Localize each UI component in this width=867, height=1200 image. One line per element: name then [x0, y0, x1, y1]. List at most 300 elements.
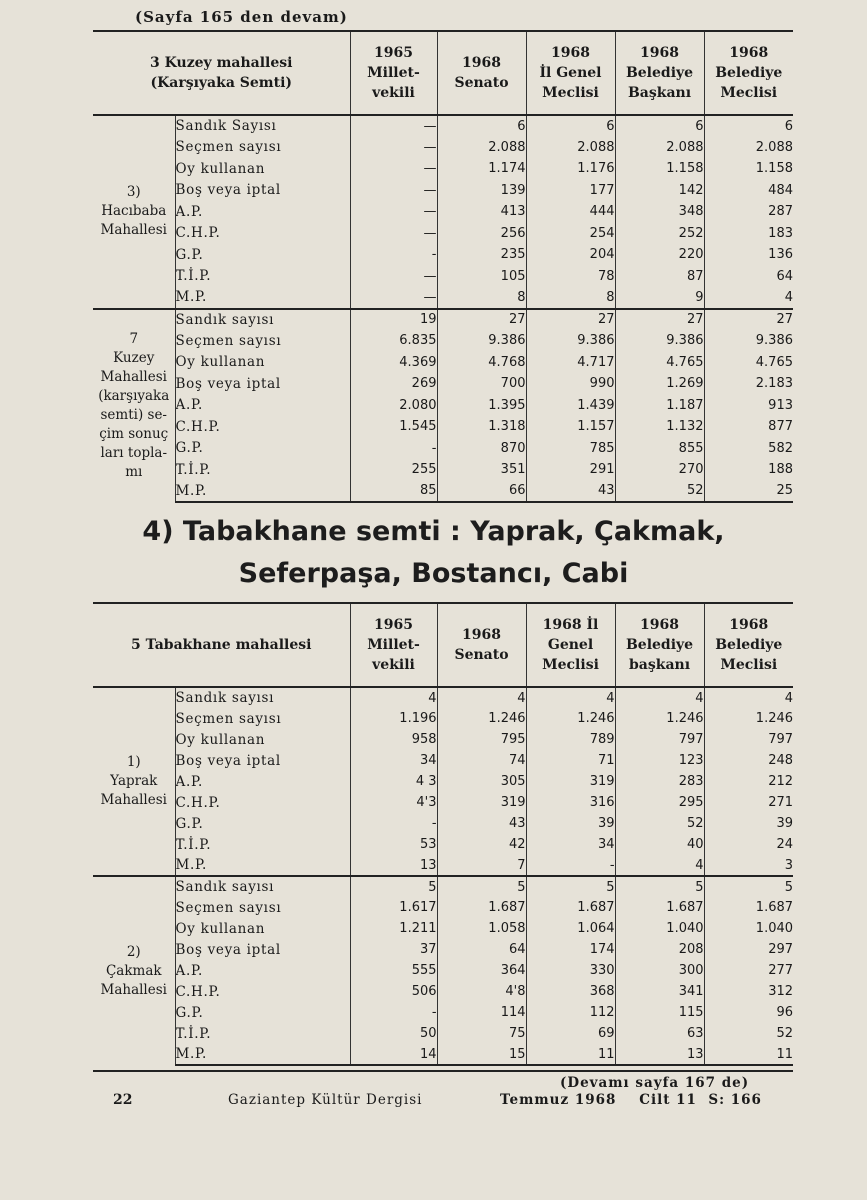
- value-cell: 177: [526, 180, 615, 202]
- value-cell: 19: [350, 309, 437, 331]
- value-cell: 5: [526, 876, 615, 897]
- value-cell: 63: [615, 1023, 704, 1044]
- value-cell: 413: [437, 201, 526, 223]
- value-cell: 3: [784, 857, 794, 873]
- election-table-kuzey: [93, 30, 793, 503]
- table-row: [93, 687, 793, 708]
- value-cell: 4'3: [350, 792, 437, 813]
- table-row: [93, 266, 793, 288]
- row-label: M.P.: [175, 481, 350, 503]
- value-cell: 795: [437, 729, 526, 750]
- value-cell: 13: [615, 1044, 704, 1065]
- column-header-line: Millet-: [367, 637, 420, 653]
- location-line: 2): [126, 943, 141, 960]
- value-cell: 64: [776, 268, 793, 284]
- value-cell: 295: [615, 792, 704, 813]
- column-header-line: Senato: [454, 647, 509, 663]
- value-cell: 13: [350, 855, 437, 876]
- row-label: Boş veya iptal: [175, 750, 350, 771]
- column-header-line: 1968: [551, 45, 590, 61]
- value-cell: 700: [437, 373, 526, 395]
- location-line: Yaprak: [110, 773, 158, 789]
- location-line: Mahallesi: [100, 222, 167, 239]
- column-header-line: Belediye: [625, 65, 694, 81]
- table-row: [93, 1044, 793, 1065]
- value-cell: 8: [526, 287, 615, 309]
- value-cell: 87: [615, 266, 704, 288]
- value-cell: 139: [437, 180, 526, 202]
- column-header-line: vekili: [372, 657, 415, 673]
- value-cell: 1.158: [615, 158, 704, 180]
- column-header-line: Meclisi: [720, 85, 778, 101]
- value-cell: 9.386: [755, 333, 793, 349]
- value-cell: 1.064: [526, 918, 615, 939]
- value-cell: 4 3: [350, 771, 437, 792]
- table-header-area: [93, 603, 350, 687]
- table-row: [93, 918, 793, 939]
- table-row: [93, 115, 793, 137]
- page-number: 22: [113, 1092, 133, 1108]
- value-cell: 27: [615, 309, 704, 331]
- column-header-line: vekili: [372, 85, 415, 101]
- location-line: semti) se-: [100, 406, 167, 423]
- column-header-line: 1968: [729, 617, 769, 633]
- value-cell: 319: [526, 771, 615, 792]
- row-label: M.P.: [175, 855, 350, 876]
- value-cell: 1.246: [615, 708, 704, 729]
- value-cell: 2.088: [526, 137, 615, 159]
- table-row: [93, 481, 793, 503]
- value-cell: 1.132: [615, 416, 704, 438]
- table-row: [93, 438, 793, 460]
- value-cell: 364: [437, 960, 526, 981]
- column-header: [437, 603, 526, 687]
- value-cell: 300: [615, 960, 704, 981]
- value-cell: 1.174: [437, 158, 526, 180]
- location-line: Çakmak: [105, 962, 162, 979]
- value-cell: 53: [350, 834, 437, 855]
- value-cell: 287: [768, 204, 793, 220]
- column-header-line: 1968: [640, 617, 679, 633]
- value-cell: 1.157: [526, 416, 615, 438]
- location-line: Mahallesi: [100, 368, 167, 385]
- table-row: [93, 180, 793, 202]
- page-header: (Sayfa 165 den devam): [135, 8, 348, 26]
- value-cell: 877: [768, 419, 793, 435]
- value-cell: 6: [437, 115, 526, 137]
- value-cell: 96: [776, 1005, 794, 1020]
- row-label: Oy kullanan: [175, 352, 350, 374]
- value-cell: 40: [615, 834, 704, 855]
- row-label: Oy kullanan: [175, 158, 350, 180]
- column-header-line: Millet-: [367, 65, 420, 81]
- row-label: M.P.: [175, 1044, 350, 1065]
- row-label: Boş veya iptal: [175, 180, 350, 202]
- value-cell: 15: [437, 1044, 526, 1065]
- location-line: çim sonuç: [99, 425, 169, 442]
- value-cell: 1.687: [615, 897, 704, 918]
- value-cell: 1.040: [615, 918, 704, 939]
- value-cell: 319: [437, 792, 526, 813]
- value-cell: 330: [526, 960, 615, 981]
- value-cell: 256: [437, 223, 526, 245]
- table-row: [93, 201, 793, 223]
- column-header: [350, 31, 437, 115]
- value-cell: 305: [437, 771, 526, 792]
- location-cell: [93, 309, 175, 503]
- row-label: C.H.P.: [175, 223, 350, 245]
- value-cell: 6: [615, 115, 704, 137]
- value-cell: 235: [437, 244, 526, 266]
- value-cell: 14: [350, 1044, 437, 1065]
- value-cell: 4.717: [526, 352, 615, 374]
- value-cell: 52: [615, 813, 704, 834]
- value-cell: 9.386: [437, 330, 526, 352]
- value-cell: 4: [704, 687, 793, 708]
- value-cell: 123: [615, 750, 704, 771]
- value-cell: 4.768: [437, 352, 526, 374]
- value-cell: 1.196: [350, 708, 437, 729]
- column-header-line: Belediye: [715, 637, 783, 653]
- value-cell: 39: [776, 816, 794, 831]
- value-cell: 277: [768, 963, 794, 978]
- row-label: Boş veya iptal: [175, 939, 350, 960]
- location-line: (karşıyaka: [98, 387, 170, 404]
- value-cell: 1.687: [437, 897, 526, 918]
- table-row: [93, 792, 793, 813]
- value-cell: 341: [615, 981, 704, 1002]
- journal-name: Gaziantep Kültür Dergisi: [228, 1092, 423, 1108]
- issue-info: Temmuz 1968 Cilt 11 S: 166: [500, 1092, 762, 1108]
- value-cell: 1.058: [437, 918, 526, 939]
- header-area-line: 5 Tabakhane mahallesi: [131, 637, 312, 653]
- table-row: [93, 137, 793, 159]
- value-cell: 183: [768, 225, 793, 241]
- value-cell: 2.183: [755, 376, 793, 392]
- value-cell: 69: [526, 1023, 615, 1044]
- row-label: G.P.: [175, 438, 350, 460]
- value-cell: 115: [615, 1002, 704, 1023]
- value-cell: 484: [768, 182, 793, 198]
- table-header-area: [93, 31, 350, 115]
- table-row: [93, 1002, 793, 1023]
- value-cell: 1.395: [437, 395, 526, 417]
- table-row: [93, 395, 793, 417]
- value-cell: 1.246: [526, 708, 615, 729]
- value-cell: 39: [526, 813, 615, 834]
- row-label: A.P.: [175, 395, 350, 417]
- value-cell: 785: [526, 438, 615, 460]
- row-label: Oy kullanan: [175, 918, 350, 939]
- value-cell: -: [526, 855, 615, 876]
- location-line: Mahallesi: [100, 792, 167, 808]
- column-header: [704, 603, 793, 687]
- value-cell: 74: [437, 750, 526, 771]
- table-row: [93, 352, 793, 374]
- column-header-line: başkanı: [629, 657, 691, 673]
- value-cell: -: [350, 438, 437, 460]
- value-cell: 5: [437, 876, 526, 897]
- row-label: Sandık Sayısı: [175, 115, 350, 137]
- row-label: A.P.: [175, 201, 350, 223]
- table-row: [93, 813, 793, 834]
- table-row: [93, 244, 793, 266]
- section-title-line1: 4) Tabakhane semti : Yaprak, Çakmak,: [142, 516, 725, 547]
- value-cell: 1.158: [755, 161, 793, 177]
- row-label: Sandık sayısı: [175, 876, 350, 897]
- column-header-line: 1968 İl: [542, 617, 599, 633]
- value-cell: —: [350, 137, 437, 159]
- value-cell: 112: [526, 1002, 615, 1023]
- value-cell: 351: [437, 459, 526, 481]
- value-cell: 5: [350, 876, 437, 897]
- location-line: ları topla-: [100, 444, 168, 461]
- value-cell: 4: [437, 687, 526, 708]
- value-cell: 789: [526, 729, 615, 750]
- value-cell: 188: [768, 462, 793, 478]
- value-cell: 4'8: [437, 981, 526, 1002]
- value-cell: 444: [526, 201, 615, 223]
- value-cell: 6.835: [350, 330, 437, 352]
- value-cell: —: [350, 266, 437, 288]
- row-label: Seçmen sayısı: [175, 708, 350, 729]
- column-header-line: Meclisi: [542, 657, 599, 673]
- value-cell: 316: [526, 792, 615, 813]
- column-header: [615, 31, 704, 115]
- value-cell: 4.765: [755, 354, 793, 370]
- column-header: [615, 603, 704, 687]
- row-label: Seçmen sayısı: [175, 897, 350, 918]
- value-cell: 105: [437, 266, 526, 288]
- value-cell: 64: [437, 939, 526, 960]
- value-cell: 913: [768, 397, 793, 413]
- value-cell: 4: [615, 687, 704, 708]
- row-label: G.P.: [175, 244, 350, 266]
- value-cell: 2.088: [615, 137, 704, 159]
- value-cell: 855: [615, 438, 704, 460]
- column-header: [437, 31, 526, 115]
- value-cell: 797: [768, 732, 794, 747]
- value-cell: 9.386: [526, 330, 615, 352]
- value-cell: 269: [350, 373, 437, 395]
- value-cell: -: [350, 244, 437, 266]
- value-cell: 252: [615, 223, 704, 245]
- column-header-line: Senato: [454, 75, 509, 91]
- value-cell: 1.176: [526, 158, 615, 180]
- column-header-line: Genel: [547, 637, 594, 653]
- column-header: [526, 603, 615, 687]
- value-cell: —: [350, 115, 437, 137]
- location-line: 1): [126, 754, 141, 770]
- value-cell: 1.545: [350, 416, 437, 438]
- value-cell: 1.211: [350, 918, 437, 939]
- column-header: [704, 31, 793, 115]
- value-cell: 1.269: [615, 373, 704, 395]
- value-cell: 2.088: [437, 137, 526, 159]
- value-cell: 52: [615, 481, 704, 503]
- row-label: T.İ.P.: [175, 1023, 350, 1044]
- value-cell: 75: [437, 1023, 526, 1044]
- value-cell: —: [350, 223, 437, 245]
- row-label: G.P.: [175, 1002, 350, 1023]
- column-header-line: 1968: [462, 627, 501, 643]
- value-cell: -: [350, 813, 437, 834]
- table-row: [93, 158, 793, 180]
- column-header-line: 1968: [462, 55, 501, 71]
- column-header-line: 1968: [640, 45, 679, 61]
- table-row: [93, 1023, 793, 1044]
- value-cell: 66: [437, 481, 526, 503]
- location-cell: [93, 876, 175, 1065]
- column-header-line: Meclisi: [542, 85, 599, 101]
- value-cell: 11: [526, 1044, 615, 1065]
- value-cell: 297: [768, 942, 794, 957]
- value-cell: 255: [350, 459, 437, 481]
- value-cell: 1.617: [350, 897, 437, 918]
- value-cell: 4: [784, 289, 793, 305]
- value-cell: —: [350, 158, 437, 180]
- value-cell: 368: [526, 981, 615, 1002]
- value-cell: 1.687: [755, 900, 794, 915]
- location-cell: [93, 687, 175, 876]
- table-row: [93, 309, 793, 331]
- value-cell: 71: [526, 750, 615, 771]
- election-table-tabakhane: [93, 602, 793, 1066]
- table-row: [93, 416, 793, 438]
- column-header-line: İl Genel: [539, 65, 602, 81]
- row-label: T.İ.P.: [175, 834, 350, 855]
- value-cell: 136: [768, 247, 793, 263]
- row-label: T.İ.P.: [175, 459, 350, 481]
- value-cell: 1.246: [755, 711, 794, 726]
- table-row: [93, 287, 793, 309]
- table-row: [93, 729, 793, 750]
- table-row: [93, 855, 793, 876]
- value-cell: 6: [704, 115, 793, 137]
- value-cell: 291: [526, 459, 615, 481]
- value-cell: 506: [350, 981, 437, 1002]
- column-header-line: 1965: [374, 45, 413, 61]
- value-cell: 797: [615, 729, 704, 750]
- value-cell: —: [350, 287, 437, 309]
- row-label: G.P.: [175, 813, 350, 834]
- table-row: [93, 373, 793, 395]
- row-label: A.P.: [175, 960, 350, 981]
- value-cell: 78: [526, 266, 615, 288]
- value-cell: 85: [350, 481, 437, 503]
- table-row: [93, 708, 793, 729]
- row-label: T.İ.P.: [175, 266, 350, 288]
- value-cell: 43: [437, 813, 526, 834]
- row-label: Sandık sayısı: [175, 309, 350, 331]
- value-cell: 4.369: [350, 352, 437, 374]
- value-cell: 42: [437, 834, 526, 855]
- value-cell: 990: [526, 373, 615, 395]
- table-row: [93, 939, 793, 960]
- column-header-line: Başkanı: [627, 85, 692, 101]
- value-cell: 8: [437, 287, 526, 309]
- value-cell: 1.687: [526, 897, 615, 918]
- column-header-line: Meclisi: [720, 657, 778, 673]
- table-row: [93, 834, 793, 855]
- value-cell: 4.765: [615, 352, 704, 374]
- column-header: [526, 31, 615, 115]
- location-line: Mahallesi: [100, 981, 167, 998]
- value-cell: 4: [350, 687, 437, 708]
- column-header-line: 1965: [374, 617, 413, 633]
- location-line: 3): [126, 184, 141, 201]
- column-header-line: Belediye: [715, 65, 783, 81]
- value-cell: 6: [526, 115, 615, 137]
- header-area-line: (Karşıyaka Semti): [150, 75, 293, 91]
- location-line: 7: [129, 330, 139, 347]
- value-cell: 248: [768, 753, 794, 768]
- value-cell: 204: [526, 244, 615, 266]
- value-cell: -: [350, 1002, 437, 1023]
- row-label: Seçmen sayısı: [175, 330, 350, 352]
- continued-note: (Devamı sayfa 167 de): [560, 1075, 750, 1091]
- value-cell: 142: [615, 180, 704, 202]
- table-row: [93, 960, 793, 981]
- value-cell: 958: [350, 729, 437, 750]
- value-cell: 2.080: [350, 395, 437, 417]
- column-header-line: Belediye: [625, 637, 694, 653]
- location-line: Kuzey: [113, 349, 155, 366]
- value-cell: 208: [615, 939, 704, 960]
- value-cell: 34: [350, 750, 437, 771]
- header-area-line: 3 Kuzey mahallesi: [150, 55, 293, 71]
- value-cell: 9.386: [615, 330, 704, 352]
- value-cell: 27: [526, 309, 615, 331]
- location-line: mı: [125, 463, 143, 480]
- value-cell: 1.246: [437, 708, 526, 729]
- value-cell: 348: [615, 201, 704, 223]
- row-label: C.H.P.: [175, 416, 350, 438]
- value-cell: 220: [615, 244, 704, 266]
- value-cell: 174: [526, 939, 615, 960]
- value-cell: 555: [350, 960, 437, 981]
- value-cell: 1.318: [437, 416, 526, 438]
- table-row: [93, 223, 793, 245]
- value-cell: 9: [615, 287, 704, 309]
- column-header: [350, 603, 437, 687]
- table-row: [93, 459, 793, 481]
- row-label: M.P.: [175, 287, 350, 309]
- location-cell: [93, 115, 175, 309]
- value-cell: 27: [437, 309, 526, 331]
- value-cell: 11: [704, 1044, 793, 1065]
- section-title-line2: Seferpaşa, Bostancı, Cabi: [238, 558, 629, 589]
- table-row: [93, 771, 793, 792]
- column-header-line: 1968: [729, 45, 769, 61]
- row-label: Boş veya iptal: [175, 373, 350, 395]
- table-row: [93, 981, 793, 1002]
- table-row: [93, 750, 793, 771]
- row-label: C.H.P.: [175, 792, 350, 813]
- value-cell: 4: [615, 855, 704, 876]
- table-row: [93, 330, 793, 352]
- value-cell: 37: [350, 939, 437, 960]
- value-cell: 24: [776, 837, 794, 852]
- value-cell: 7: [437, 855, 526, 876]
- value-cell: 870: [437, 438, 526, 460]
- row-label: Oy kullanan: [175, 729, 350, 750]
- value-cell: 52: [776, 1026, 794, 1041]
- row-label: Seçmen sayısı: [175, 137, 350, 159]
- value-cell: 212: [768, 774, 794, 789]
- value-cell: 5: [615, 876, 704, 897]
- value-cell: 114: [437, 1002, 526, 1023]
